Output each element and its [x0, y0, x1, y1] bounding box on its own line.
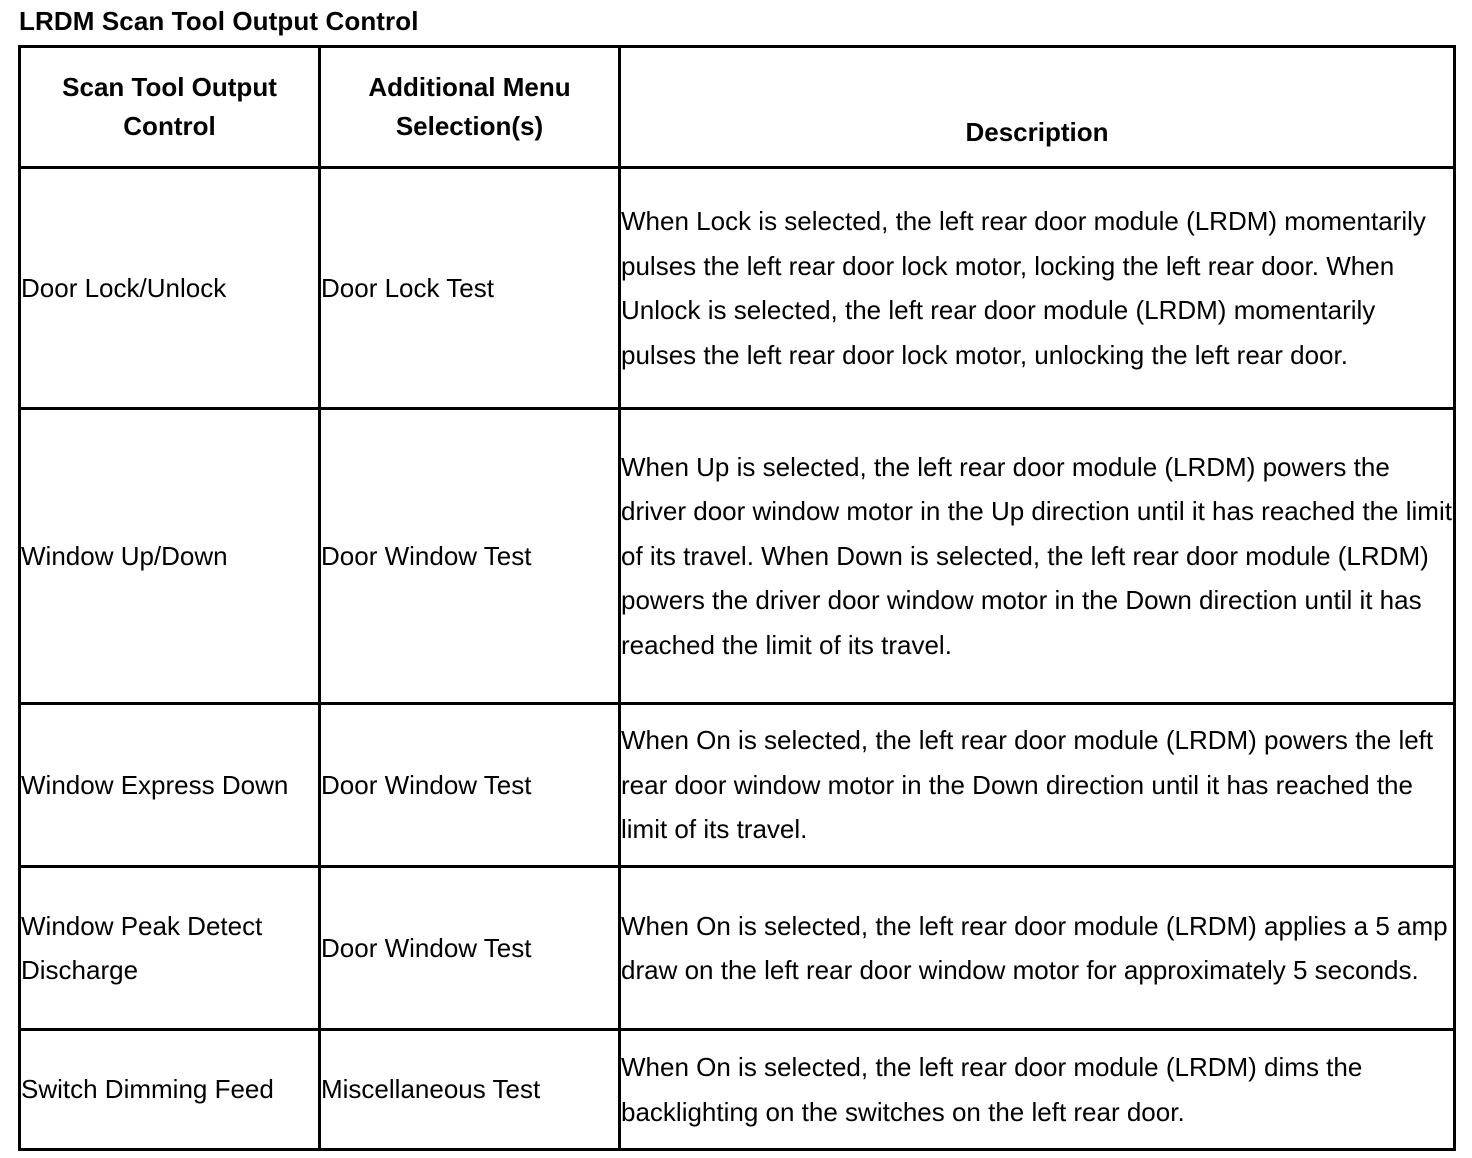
description-cell: When On is selected, the left rear door module (LRDM) powers the left rear door window motor in the Down direction until it has reached the limit of its travel.	[620, 704, 1455, 867]
description-cell: When Up is selected, the left rear door module (LRDM) powers the driver door window motor in the Up direction until it has reached the limit of its travel. When Down is selected, the left rear door module (LRDM) powers the driver door window motor in the Down direction until it has reached the limit of its travel.	[620, 409, 1455, 704]
menu-selection-cell: Door Window Test	[320, 409, 620, 704]
table-row	[20, 1030, 1455, 1150]
description-cell: When On is selected, the left rear door module (LRDM) dims the backlighting on the switches on the left rear door.	[620, 1030, 1455, 1150]
description-cell: When Lock is selected, the left rear door module (LRDM) momentarily pulses the left rear door lock motor, locking the left rear door. When Unlock is selected, the left rear door module (LRDM) momentarily pulses the left rear door lock motor, unlocking the left rear door.	[620, 168, 1455, 409]
description-cell: When On is selected, the left rear door module (LRDM) applies a 5 amp draw on the left rear door window motor for approximately 5 seconds.	[620, 867, 1455, 1030]
output-control-cell: Window Up/Down	[20, 409, 320, 704]
menu-selection-cell: Door Window Test	[320, 867, 620, 1030]
output-control-cell: Switch Dimming Feed	[20, 1030, 320, 1150]
table-row	[20, 168, 1455, 409]
menu-selection-cell: Door Lock Test	[320, 168, 620, 409]
table-row	[20, 704, 1455, 867]
table-header-row	[20, 47, 1455, 168]
output-control-cell: Window Express Down	[20, 704, 320, 867]
output-control-cell: Door Lock/Unlock	[20, 168, 320, 409]
header-description: Description	[620, 47, 1455, 168]
menu-selection-cell: Door Window Test	[320, 704, 620, 867]
output-control-cell: Window Peak Detect Discharge	[20, 867, 320, 1030]
output-control-table	[18, 45, 1456, 1151]
menu-selection-cell: Miscellaneous Test	[320, 1030, 620, 1150]
document-title: LRDM Scan Tool Output Control	[19, 6, 419, 36]
table-row	[20, 409, 1455, 704]
table-row	[20, 867, 1455, 1030]
header-scan-tool-output-control: Scan Tool Output Control	[20, 47, 320, 168]
header-additional-menu-selections: Additional Menu Selection(s)	[320, 47, 620, 168]
